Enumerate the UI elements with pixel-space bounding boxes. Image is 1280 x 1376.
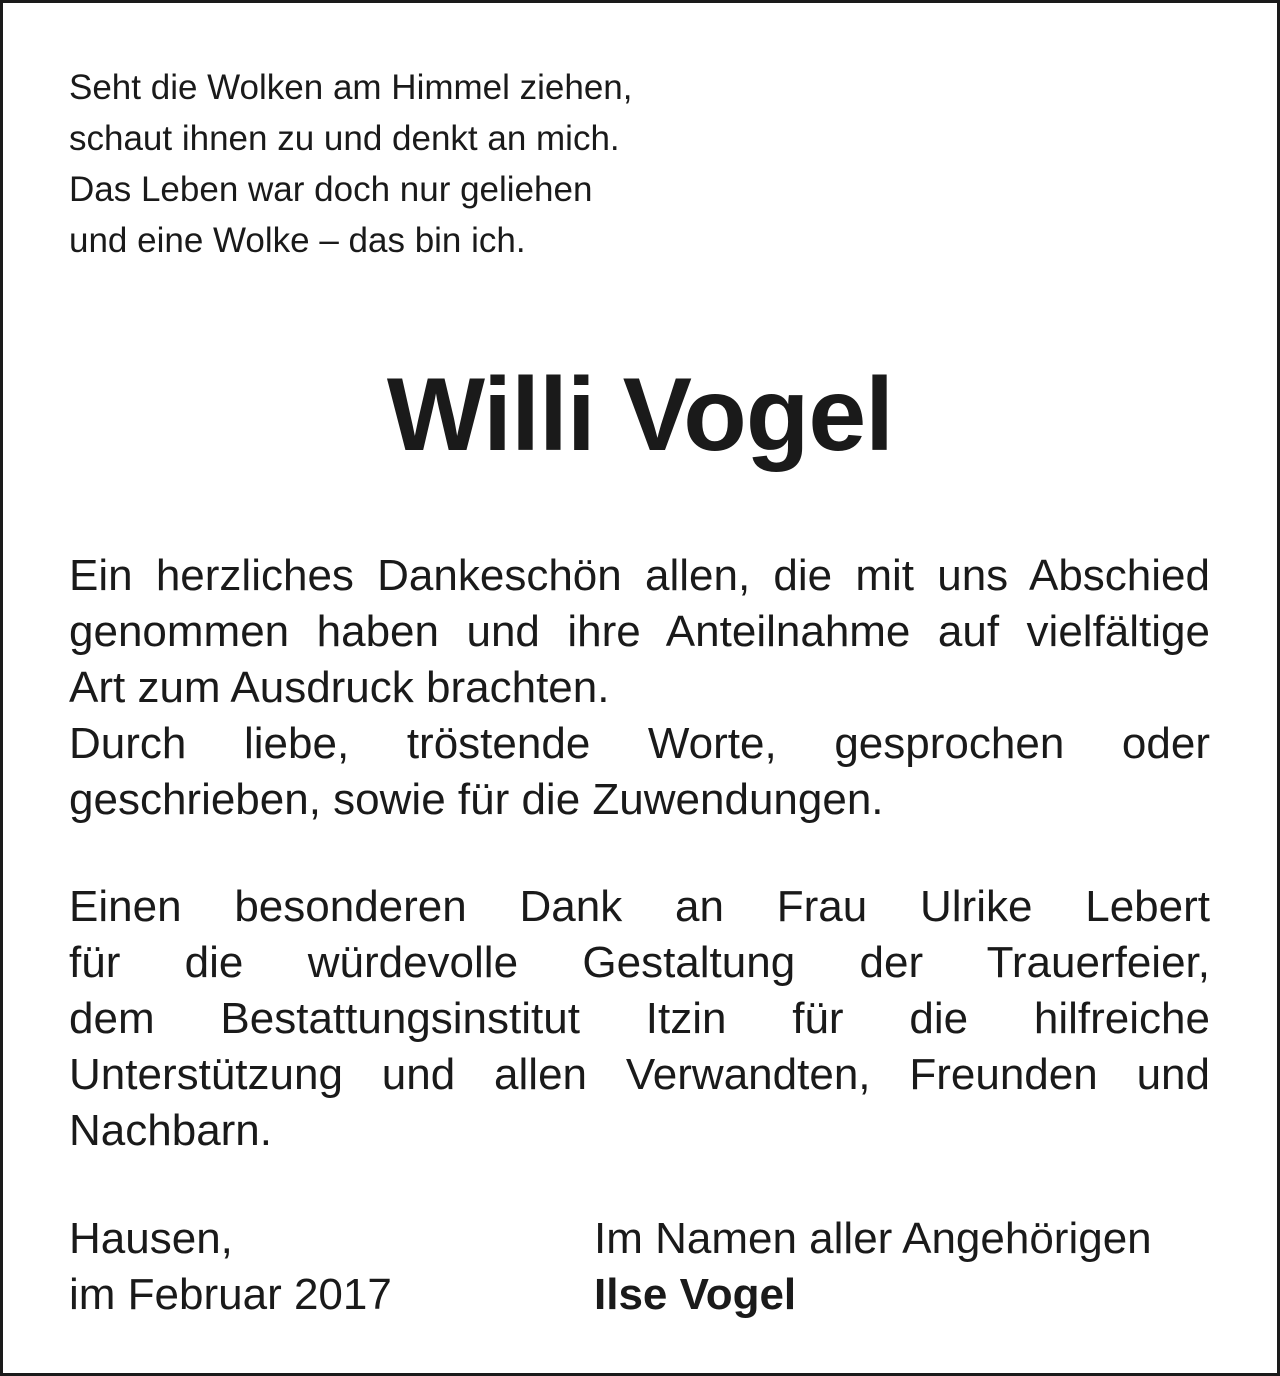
paragraph-line: geschrieben, sowie für die Zuwendungen. <box>69 775 884 824</box>
paragraph-line: genommen haben und ihre Anteilnahme auf vielfältige <box>69 607 1210 656</box>
signature-block <box>594 1211 1152 1323</box>
paragraph-line: dem Bestattungsinstitut Itzin für die hilfreiche <box>69 994 1210 1043</box>
signatory-name: Ilse Vogel <box>594 1270 797 1319</box>
place-and-date <box>69 1211 392 1323</box>
paragraph-line: Nachbarn. <box>69 1106 273 1155</box>
paragraph-line: Art zum Ausdruck brachten. <box>69 663 610 712</box>
thanks-paragraph <box>69 548 1210 828</box>
poem-line: Seht die Wolken am Himmel ziehen, <box>69 68 633 107</box>
poem <box>69 62 633 266</box>
date: im Februar 2017 <box>69 1270 392 1319</box>
special-thanks-paragraph <box>69 879 1210 1159</box>
place: Hausen, <box>69 1214 233 1263</box>
poem-line: und eine Wolke – das bin ich. <box>69 221 526 260</box>
poem-line: Das Leben war doch nur geliehen <box>69 170 593 209</box>
paragraph-line: Unterstützung und allen Verwandten, Freunden und <box>69 1050 1210 1099</box>
paragraph-line: für die würdevolle Gestaltung der Trauerfeier, <box>69 938 1210 987</box>
paragraph-line: Einen besonderen Dank an Frau Ulrike Lebert <box>69 882 1210 931</box>
on-behalf-label: Im Namen aller Angehörigen <box>594 1214 1152 1263</box>
poem-line: schaut ihnen zu und denkt an mich. <box>69 119 620 158</box>
paragraph-line: Durch liebe, tröstende Worte, gesprochen oder <box>69 719 1210 768</box>
deceased-name: Willi Vogel <box>386 357 894 473</box>
paragraph-line: Ein herzliches Dankeschön allen, die mit uns Abschied <box>69 551 1210 600</box>
